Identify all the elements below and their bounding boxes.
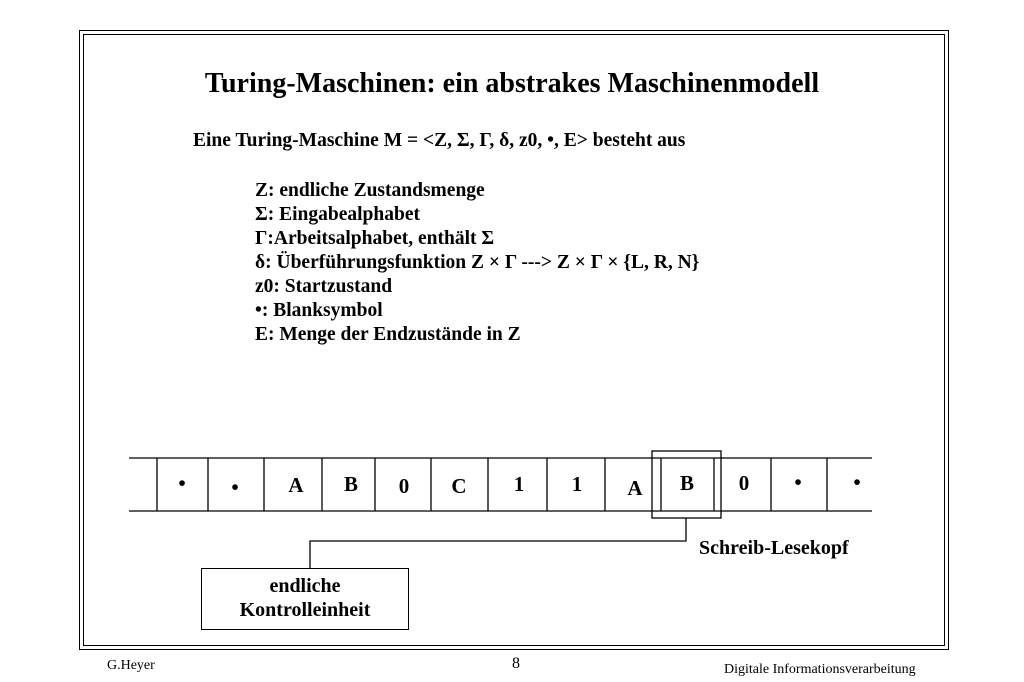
- control-unit-box: [201, 568, 409, 630]
- definition-item: Σ: Eingabealphabet: [255, 204, 420, 225]
- tape-cell-symbol: •: [178, 471, 186, 495]
- definition-item: E: Menge der Endzustände in Z: [255, 324, 521, 345]
- tape-cell-symbol: C: [451, 474, 467, 498]
- definition-item: Γ:Arbeitsalphabet, enthält Σ: [255, 228, 495, 249]
- control-unit-label-line2: Kontrolleinheit: [239, 599, 371, 621]
- definition-item: •: Blanksymbol: [255, 300, 383, 321]
- tape-cell-symbol: B: [343, 472, 358, 496]
- tape-cell-symbol: 0: [398, 474, 410, 498]
- tape-cell-symbol: •: [853, 470, 861, 494]
- definition-item: Z: endliche Zustandsmenge: [255, 180, 485, 201]
- tape-cell-symbol: 0: [738, 471, 750, 495]
- tape-cell-symbol: •: [794, 470, 802, 494]
- head-connector-line: [310, 518, 686, 568]
- definition-item: z0: Startzustand: [255, 276, 393, 297]
- footer-course: Digitale Informationsverarbeitung: [724, 662, 916, 677]
- slide-title: Turing-Maschinen: ein abstrakes Maschinenmodell: [204, 68, 820, 99]
- intro-text: Eine Turing-Maschine M = <Z, Σ, Γ, δ, z0, •, E> besteht aus: [193, 130, 686, 151]
- head-label: Schreib-Lesekopf: [699, 537, 849, 559]
- tape-cell-symbol: A: [288, 473, 304, 497]
- tape-cell-symbol: 1: [571, 472, 583, 496]
- tape-cell-symbol: A: [627, 476, 643, 500]
- footer-page-number: 8: [512, 655, 520, 672]
- footer-author: G.Heyer: [107, 658, 155, 673]
- definition-item: δ: Überführungsfunktion Z × Γ ---> Z × Γ × {L, R, N}: [255, 252, 700, 273]
- control-unit-label-line1: endliche: [269, 575, 341, 597]
- tape-cell-symbol: B: [679, 471, 694, 495]
- tape-cell-symbol: 1: [513, 472, 525, 496]
- tape-cell-symbol: •: [231, 475, 239, 499]
